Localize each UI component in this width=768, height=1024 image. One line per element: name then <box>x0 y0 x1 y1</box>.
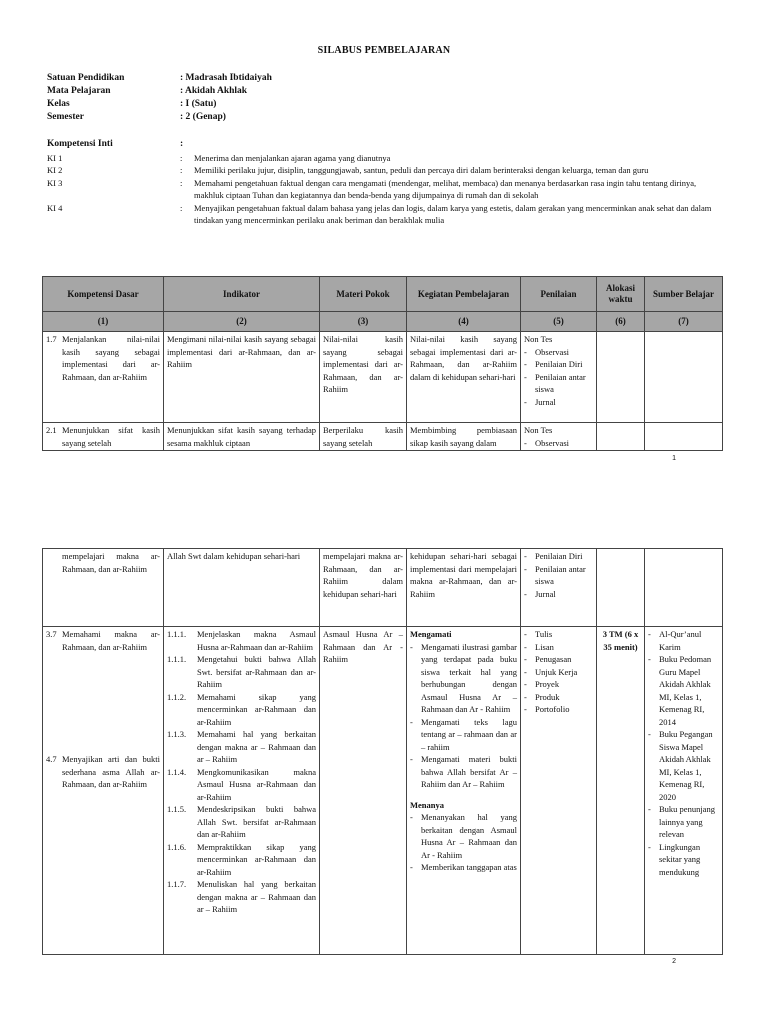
alokasi-cell <box>597 549 645 627</box>
list-item: - Penugasan <box>524 654 572 664</box>
page-2 <box>0 470 768 1024</box>
ki-value: Memahami pengetahuan faktual dengan cara mengamati (mendengar, melihat, membaca) dan menanya berdasarkan rasa ingin tahu tentang dirinya, makhluk ciptaan Tuhan dan kegiatannya dan benda-benda yang dijumpainya di rumah dan di sekolah <box>194 177 697 200</box>
ki-key: KI 2 <box>47 165 63 175</box>
table-row <box>43 332 723 423</box>
table-row <box>43 627 723 955</box>
meta-value: : Madrasah Ibtidaiyah <box>180 73 272 83</box>
page-1 <box>0 0 768 470</box>
list-item: 1.1.6. Mempraktikkan sikap yang mencerminkan ar-Rahmaan dan ar-Rahiim <box>167 841 316 877</box>
list-item: - Tulis <box>524 629 553 639</box>
table-row <box>43 423 723 451</box>
list-item: - Lingkungan sekitar yang mendukung <box>648 841 701 877</box>
list-item: - Proyek <box>524 679 560 689</box>
penilaian-head: Non Tes <box>524 425 553 435</box>
sumber-cell <box>645 423 723 451</box>
materi-cell: mempelajari makna ar-Rahmaan, dan ar-Rahiim dalam kehidupan sehari-hari <box>320 549 407 627</box>
sumber-cell <box>645 627 723 955</box>
meta-row <box>47 98 272 111</box>
kd-cell <box>43 423 164 451</box>
penilaian-cell <box>521 627 597 955</box>
header-indikator: Indikator <box>164 277 320 312</box>
meta-value: : Akidah Akhlak <box>180 86 248 96</box>
list-item: - Observasi <box>524 437 569 448</box>
kd-text: mempelajari makna ar-Rahmaan, dan ar-Rahiim <box>62 551 160 574</box>
ki-key: KI 3 <box>47 177 63 188</box>
col-number: (5) <box>521 312 597 332</box>
kegiatan-subheading: Menanya <box>410 799 444 810</box>
kompetensi-inti-block <box>47 138 717 227</box>
kd-cell <box>43 549 164 627</box>
indikator-cell: Allah Swt dalam kehidupan sehari-hari <box>164 549 320 627</box>
identity-block <box>47 72 272 124</box>
header-row <box>43 277 723 312</box>
list-item: 1.1.7. Menuliskan hal yang berkaitan dengan makna ar – Rahmaan dan ar – Rahiim <box>167 879 316 914</box>
ki-colon: : <box>180 177 183 188</box>
kd-number: 1.7 <box>46 334 57 344</box>
list-item: - Mengamati ilustrasi gambar yang terdapat pada buku siswa terkait hal yang berhubungan dengan Asmaul Husna Ar – Rahmaan dan Ar - Rahiim <box>410 641 517 714</box>
kd-text: Menjalankan nilai-nilai kasih sayang sebagai implementasi dari ar-Rahmaan, dan ar-Rahiim <box>62 334 160 382</box>
kd-text: Menyajikan arti dan bukti sederhana asma Allah ar-Rahmaan, dan ar-Rahiim <box>62 754 160 789</box>
indikator-cell <box>164 627 320 955</box>
kd-number: 2.1 <box>46 425 57 435</box>
ki-colon: : <box>180 152 183 163</box>
list-item: - Jurnal <box>524 588 556 599</box>
ki-key: KI 1 <box>47 152 63 163</box>
list-item: - Menanyakan hal yang berkaitan dengan Asmaul Husna Ar – Rahmaan dan Ar - Rahiim <box>410 812 517 860</box>
materi-cell: Asmaul Husna Ar – Rahmaan dan Ar - Rahiim <box>320 627 407 955</box>
ki-value: Memiliki perilaku jujur, disiplin, tanggungjawab, santun, peduli dan percaya diri dalam berinteraksi dengan keluarga, teman dan guru <box>194 165 649 175</box>
list-item: - Unjuk Kerja <box>524 666 578 677</box>
list-item: - Produk <box>524 691 560 702</box>
table-row <box>43 549 723 627</box>
meta-value: : I (Satu) <box>180 99 217 109</box>
kd-text: Menunjukkan sifat kasih sayang setelah <box>62 425 160 448</box>
indikator-cell: Menunjukkan sifat kasih sayang terhadap sesama makhluk ciptaan <box>164 423 320 451</box>
list-item: - Buku penunjang lainnya yang relevan <box>648 804 715 839</box>
header-kegiatan: Kegiatan Pembelajaran <box>407 277 521 312</box>
kd-cell <box>43 627 164 955</box>
list-item: 1.1.2. Memahami sikap yang mencerminkan ar-Rahmaan dan ar-Rahiim <box>167 691 316 727</box>
col-number: (1) <box>43 312 164 332</box>
list-item: - Buku Pegangan Siswa Mapel Akidah Akhlak MI, Kelas 1, Kemenag RI, 2020 <box>648 729 713 802</box>
indikator-cell: Mengimani nilai-nilai kasih sayang sebagai implementasi dari ar-Rahmaan, dan ar-Rahiim <box>164 332 320 423</box>
meta-key: Satuan Pendidikan <box>47 73 125 83</box>
list-item: - Mengamati materi bukti bahwa Allah bersifat Ar – Rahiim dan Ar – Rahiim <box>410 754 517 789</box>
kd-cell <box>43 332 164 423</box>
ki-item <box>47 202 717 227</box>
materi-cell: Nilai-nilai kasih sayang sebagai implementasi dari ar- Rahmaan, dan ar-Rahiim <box>320 332 407 423</box>
kegiatan-cell: Nilai-nilai kasih sayang sebagai implementasi dari ar- Rahmaan, dan ar-Rahiim dalam di kehidupan sehari-hari <box>407 332 521 423</box>
penilaian-cell <box>521 332 597 423</box>
header-alokasi: Alokasi waktu <box>597 277 645 312</box>
sumber-cell <box>645 332 723 423</box>
list-item: - Penilaian Diri <box>524 551 583 561</box>
meta-key: Semester <box>47 112 84 122</box>
list-item: - Jurnal <box>524 396 556 407</box>
list-item: - Memberikan tanggapan atas <box>410 862 517 872</box>
alokasi-cell <box>597 423 645 451</box>
meta-value: : 2 (Genap) <box>180 112 226 122</box>
kegiatan-cell <box>407 627 521 955</box>
list-item: 1.1.5. Mendeskripsikan bukti bahwa Allah Swt. bersifat ar-Rahmaan dan ar-Rahiim <box>167 804 316 839</box>
list-item: 1.1.1. Menjelaskan makna Asmaul Husna ar-Rahmaan dan ar-Rahiim <box>167 629 316 652</box>
page-number: 1 <box>672 455 676 462</box>
ki-heading <box>47 138 717 151</box>
header-sumber: Sumber Belajar <box>645 277 723 312</box>
ki-heading-colon: : <box>180 139 184 149</box>
ki-colon: : <box>180 165 183 175</box>
col-number: (3) <box>320 312 407 332</box>
syllabus-table-page-1 <box>42 276 723 451</box>
col-number: (4) <box>407 312 521 332</box>
penilaian-cell <box>521 549 597 627</box>
list-item: - Lisan <box>524 641 554 652</box>
alokasi-cell: 3 TM (6 x 35 menit) <box>597 627 645 955</box>
document-title: SILABUS PEMBELAJARAN <box>317 45 451 56</box>
meta-row <box>47 85 272 98</box>
header-materi-pokok: Materi Pokok <box>320 277 407 312</box>
header-kompetensi-dasar: Kompetensi Dasar <box>43 277 164 312</box>
list-item: - Mengamati teks lagu tentang ar – rahmaan dan ar – rahiim <box>410 716 517 752</box>
list-item: - Buku Pedoman Guru Mapel Akidah Akhlak MI, Kelas 1, Kemenag RI, 2014 <box>648 654 712 727</box>
sumber-cell <box>645 549 723 627</box>
kd-number: 4.7 <box>46 754 57 764</box>
ki-value: Menerima dan menjalankan ajaran agama yang dianutnya <box>194 152 391 163</box>
list-item: - Al-Qur’anul Karim <box>648 629 702 652</box>
kegiatan-subheading: Mengamati <box>410 629 452 639</box>
kegiatan-cell: kehidupan sehari-hari sebagai implementasi dari mempelajari makna ar-Rahmaan, dan ar-Rahiim <box>407 549 521 627</box>
column-number-row <box>43 312 723 332</box>
meta-row <box>47 111 272 124</box>
ki-item <box>47 177 717 202</box>
syllabus-table-page-2 <box>42 548 723 955</box>
materi-cell: Berperilaku kasih sayang setelah <box>320 423 407 451</box>
penilaian-cell <box>521 423 597 451</box>
ki-heading-label: Kompetensi Inti <box>47 139 113 149</box>
list-item: 1.1.3. Memahami hal yang berkaitan dengan makna ar – Rahmaan dan ar – Rahiim <box>167 729 316 764</box>
meta-key: Mata Pelajaran <box>47 86 111 96</box>
list-item: - Portofolio <box>524 704 570 714</box>
kd-number: 3.7 <box>46 629 57 639</box>
list-item: - Observasi <box>524 346 569 357</box>
ki-item <box>47 164 717 177</box>
ki-value: Menyajikan pengetahuan faktual dalam bahasa yang jelas dan logis, dalam karya yang estetis, dalam gerakan yang mencerminkan anak sehat dan dalam tindakan yang mencerminkan perilaku anak beriman dan berakhlak mulia <box>194 202 712 225</box>
penilaian-head: Non Tes <box>524 334 553 344</box>
list-item: 1.1.4. Mengkomunikasikan makna Asmaul Husna ar-Rahmaan dan ar-Rahiim <box>167 766 316 802</box>
list-item: - Penilaian antar siswa <box>524 563 586 586</box>
col-number: (7) <box>645 312 723 332</box>
ki-item <box>47 152 717 165</box>
alokasi-cell <box>597 332 645 423</box>
list-item: - Penilaian antar siswa <box>524 371 586 394</box>
ki-key: KI 4 <box>47 202 63 213</box>
kd-text: Memahami makna ar-Rahmaan, dan ar-Rahiim <box>62 629 160 652</box>
col-number: (2) <box>164 312 320 332</box>
page-number: 2 <box>672 958 676 965</box>
kegiatan-cell: Membimbing pembiasaan sikap kasih sayang dalam <box>407 423 521 451</box>
ki-colon: : <box>180 202 183 213</box>
header-penilaian: Penilaian <box>521 277 597 312</box>
list-item: - Penilaian Diri <box>524 359 583 369</box>
meta-key: Kelas <box>47 99 70 109</box>
meta-row <box>47 72 272 85</box>
col-number: (6) <box>597 312 645 332</box>
list-item: 1.1.1. Mengetahui bukti bahwa Allah Swt. bersifat ar-Rahmaan dan ar-Rahiim <box>167 654 316 689</box>
